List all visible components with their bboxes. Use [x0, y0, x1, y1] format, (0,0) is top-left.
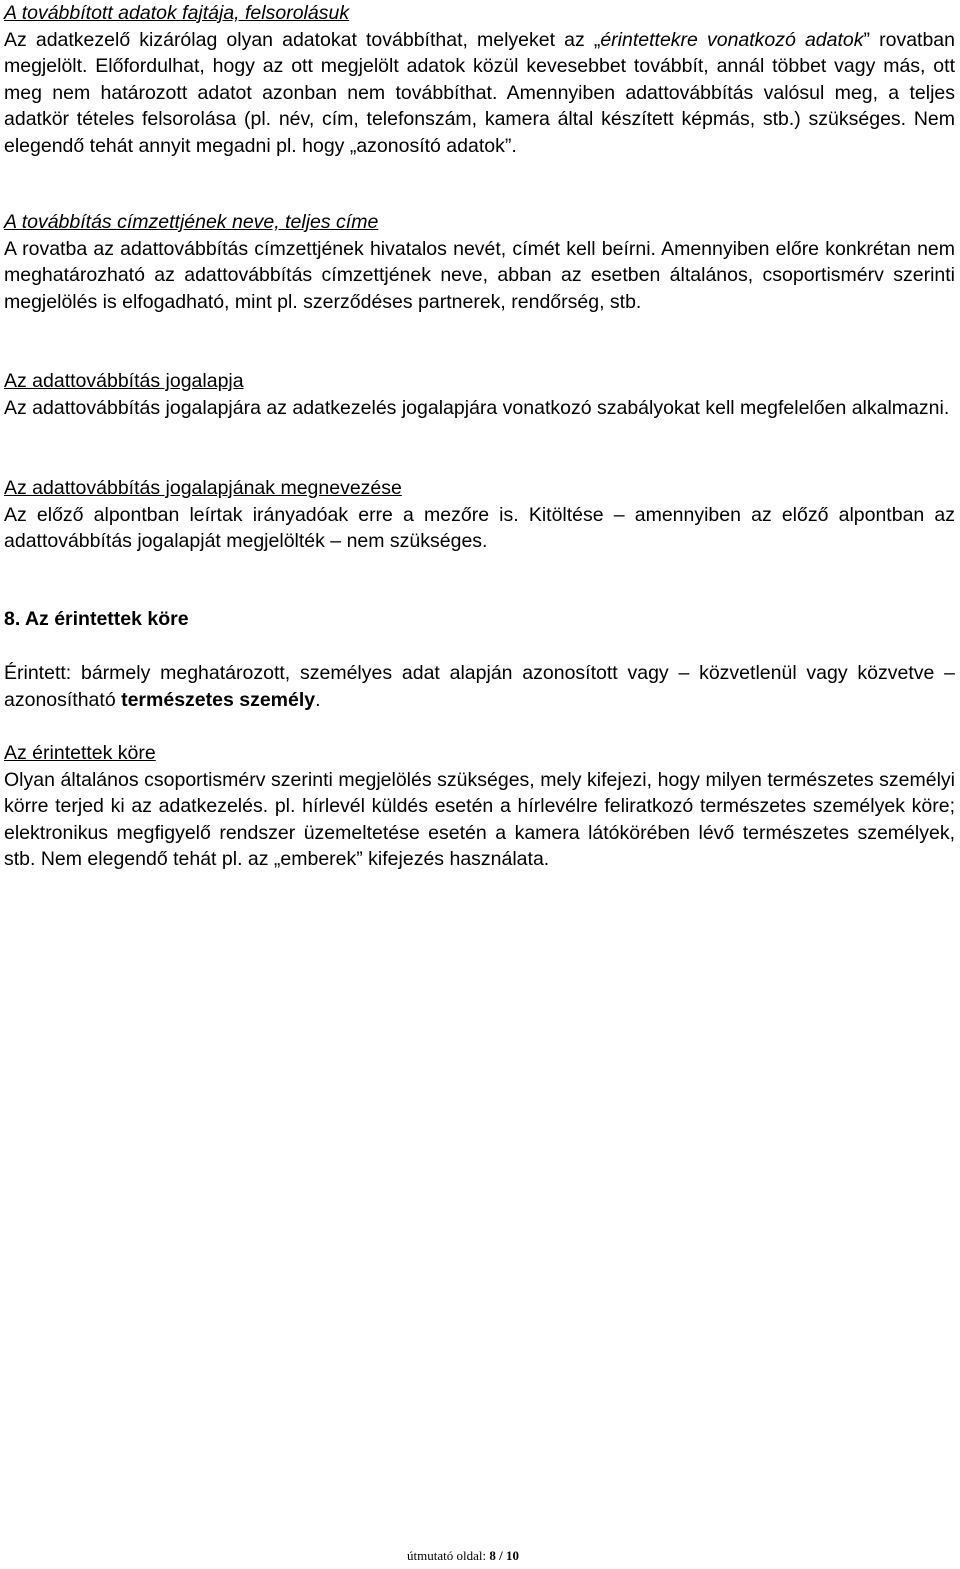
section-paragraph: Az előző alpontban leírtak irányadóak erre a mezőre is. Kitöltése – amennyiben az előző alpontban az adattovábbítás jogalapját megjelölték – nem szükséges.: [4, 503, 955, 553]
section-data-subjects: [4, 740, 955, 873]
section-recipient: [4, 209, 955, 315]
page-footer: útmutató oldal: 8 / 10: [407, 1548, 519, 1563]
section-paragraph: Az adatkezelő kizárólag olyan adatokat továbbíthat, melyeket az „érintettekre vonatkozó adatok” rovatban megjelölt. Előfordulhat, hogy az ott megjelölt adatok közül kevesebbet továbbít, annál többet vagy más, ott meg nem határozott adatot azonban nem továbbíthat. Amennyiben adattovábbítás valósul meg, a teljes adatkör tételes felsorolása (pl. név, cím, telefonszám, kamera által készített képmás, stb.) szükséges. Nem elegendő tehát annyit megadni pl. hogy „azonosító adatok”.: [4, 28, 955, 157]
section-legal-basis-name: [4, 475, 955, 555]
section-paragraph: Érintett: bármely meghatározott, személyes adat alapján azonosított vagy – közvetlenül vagy közvetve – azonosítható természetes személy.: [4, 662, 955, 711]
section-data-subject-definition: [4, 660, 955, 713]
section-paragraph: Olyan általános csoportismérv szerinti megjelölés szükséges, mely kifejezi, hogy milyen természetes személyi körre terjed ki az adatkezelés. pl. hírlevél küldés esetén a hírlevélre feliratkozó természetes személyek köre; elektronikus megfigyelő rendszer üzemeltetése esetén a kamera látókörében lévő természetes személyek, stb. Nem elegendő tehát pl. az „emberek” kifejezés használata.: [4, 768, 955, 871]
section-legal-basis: [4, 368, 955, 421]
section-transferred-data: [4, 0, 955, 160]
section-heading: Az adattovábbítás jogalapjának megnevezése: [4, 477, 402, 499]
section-data-subjects-title: [4, 606, 955, 633]
section-heading: Az érintettek köre: [4, 742, 156, 764]
section-paragraph: A rovatba az adattovábbítás címzettjének hivatalos nevét, címét kell beírni. Amennyiben előre konkrétan nem meghatározható az adattovábbítás címzettjének neve, abban az esetben általános, csoportismérv szerinti megjelölés is elfogadható, mint pl. szerződéses partnerek, rendőrség, stb.: [4, 237, 955, 313]
section-heading: A továbbított adatok fajtája, felsorolásuk: [4, 2, 350, 24]
section-heading: Az adattovábbítás jogalapja: [4, 370, 244, 392]
section-heading: A továbbítás címzettjének neve, teljes címe: [4, 211, 379, 233]
chapter-heading: 8. Az érintettek köre: [4, 608, 189, 630]
section-paragraph: Az adattovábbítás jogalapjára az adatkezelés jogalapjára vonatkozó szabályokat kell megfelelően alkalmazni.: [4, 396, 950, 419]
